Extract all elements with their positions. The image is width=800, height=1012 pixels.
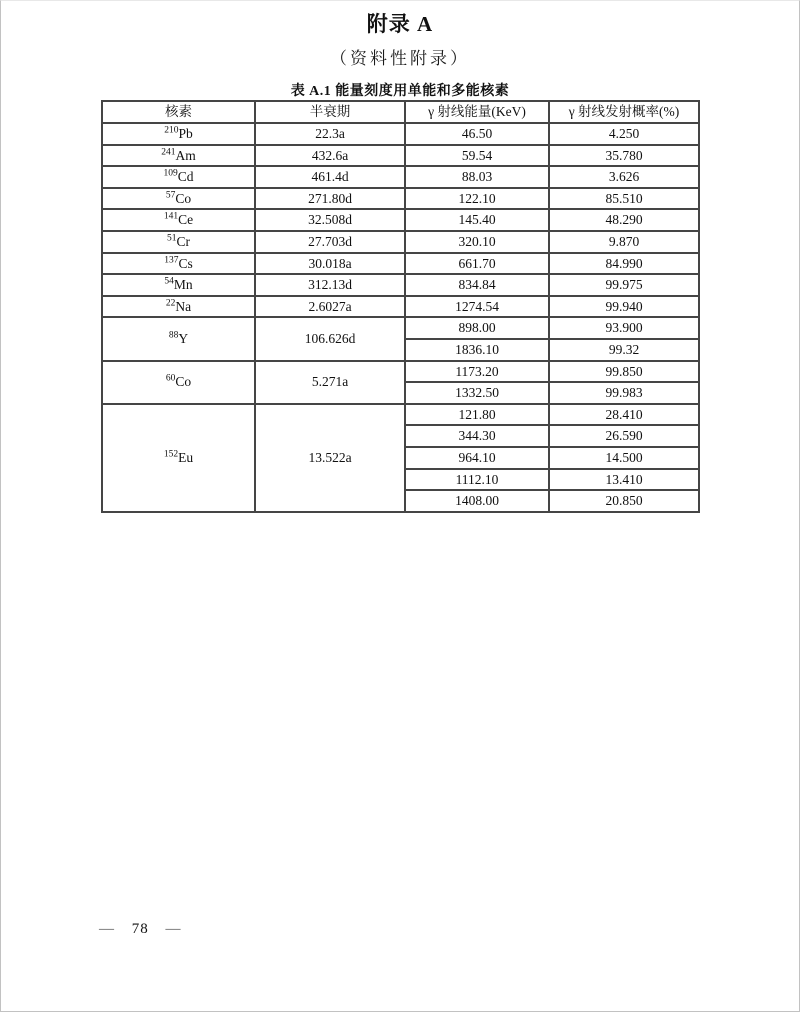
probability-cell: 26.590 [549, 425, 699, 447]
nuclide-cell: $^{22}$Na [102, 296, 255, 318]
half-life-cell: 312.13d [255, 274, 405, 296]
table-row [102, 123, 699, 145]
half-life-cell: 5.271a [255, 361, 405, 404]
half-life-cell: 461.4d [255, 166, 405, 188]
page-footer [99, 921, 182, 938]
energy-cell: 121.80 [405, 404, 549, 426]
probability-cell: 93.900 [549, 317, 699, 339]
nuclide-cell: $^{141}$Ce [102, 209, 255, 231]
energy-cell: 661.70 [405, 253, 549, 275]
probability-cell: 9.870 [549, 231, 699, 253]
energy-cell: 1836.10 [405, 339, 549, 361]
footer-dash-left: — [99, 921, 115, 937]
energy-cell: 1332.50 [405, 382, 549, 404]
page-number: 78 [131, 921, 149, 937]
nuclide-cell: $^{137}$Cs [102, 253, 255, 275]
appendix-title: 附录 A [366, 12, 434, 36]
nuclide-cell: $^{54}$Mn [102, 274, 255, 296]
energy-cell: 1274.54 [405, 296, 549, 318]
probability-cell: 20.850 [549, 490, 699, 512]
energy-cell: 88.03 [405, 166, 549, 188]
probability-cell: 35.780 [549, 145, 699, 167]
half-life-cell: 106.626d [255, 317, 405, 360]
energy-cell: 1408.00 [405, 490, 549, 512]
probability-cell: 99.940 [549, 296, 699, 318]
table-row [102, 404, 699, 426]
table-row [102, 274, 699, 296]
probability-cell: 99.975 [549, 274, 699, 296]
energy-cell: 1112.10 [405, 469, 549, 491]
half-life-cell: 32.508d [255, 209, 405, 231]
half-life-cell: 27.703d [255, 231, 405, 253]
energy-cell: 1173.20 [405, 361, 549, 383]
energy-cell: 122.10 [405, 188, 549, 210]
probability-cell: 84.990 [549, 253, 699, 275]
half-life-cell: 432.6a [255, 145, 405, 167]
energy-cell: 344.30 [405, 425, 549, 447]
nuclide-cell: $^{51}$Cr [102, 231, 255, 253]
table-header-row [102, 101, 699, 123]
energy-cell: 59.54 [405, 145, 549, 167]
energy-cell: 834.84 [405, 274, 549, 296]
half-life-cell: 22.3a [255, 123, 405, 145]
energy-cell: 964.10 [405, 447, 549, 469]
probability-cell: 85.510 [549, 188, 699, 210]
nuclide-table-body [102, 123, 699, 512]
table-row [102, 296, 699, 318]
nuclide-cell: $^{241}$Am [102, 145, 255, 167]
probability-cell: 14.500 [549, 447, 699, 469]
half-life-cell: 2.6027a [255, 296, 405, 318]
probability-cell: 99.32 [549, 339, 699, 361]
table-row [102, 231, 699, 253]
table-row [102, 253, 699, 275]
table-row [102, 209, 699, 231]
half-life-cell: 30.018a [255, 253, 405, 275]
nuclide-cell: $^{60}$Co [102, 361, 255, 404]
nuclide-cell: $^{88}$Y [102, 317, 255, 360]
appendix-subtitle: （资料性附录） [330, 49, 470, 68]
table-row [102, 361, 699, 383]
probability-cell: 28.410 [549, 404, 699, 426]
table-row [102, 188, 699, 210]
column-header: 核素 [102, 101, 255, 123]
probability-cell: 99.983 [549, 382, 699, 404]
nuclide-table [101, 100, 700, 513]
table-row [102, 145, 699, 167]
column-header: 半衰期 [255, 101, 405, 123]
nuclide-cell: $^{152}$Eu [102, 404, 255, 512]
half-life-cell: 271.80d [255, 188, 405, 210]
energy-cell: 46.50 [405, 123, 549, 145]
probability-cell: 3.626 [549, 166, 699, 188]
probability-cell: 99.850 [549, 361, 699, 383]
table-row [102, 317, 699, 339]
probability-cell: 13.410 [549, 469, 699, 491]
column-header: γ 射线能量(KeV) [405, 101, 549, 123]
nuclide-cell: $^{210}$Pb [102, 123, 255, 145]
energy-cell: 145.40 [405, 209, 549, 231]
table-caption: 表 A.1 能量刻度用单能和多能核素 [290, 84, 510, 99]
half-life-cell: 13.522a [255, 404, 405, 512]
nuclide-cell: $^{57}$Co [102, 188, 255, 210]
column-header: γ 射线发射概率(%) [549, 101, 699, 123]
energy-cell: 898.00 [405, 317, 549, 339]
table-row [102, 166, 699, 188]
footer-dash-right: — [165, 921, 182, 937]
probability-cell: 48.290 [549, 209, 699, 231]
nuclide-cell: $^{109}$Cd [102, 166, 255, 188]
energy-cell: 320.10 [405, 231, 549, 253]
probability-cell: 4.250 [549, 123, 699, 145]
